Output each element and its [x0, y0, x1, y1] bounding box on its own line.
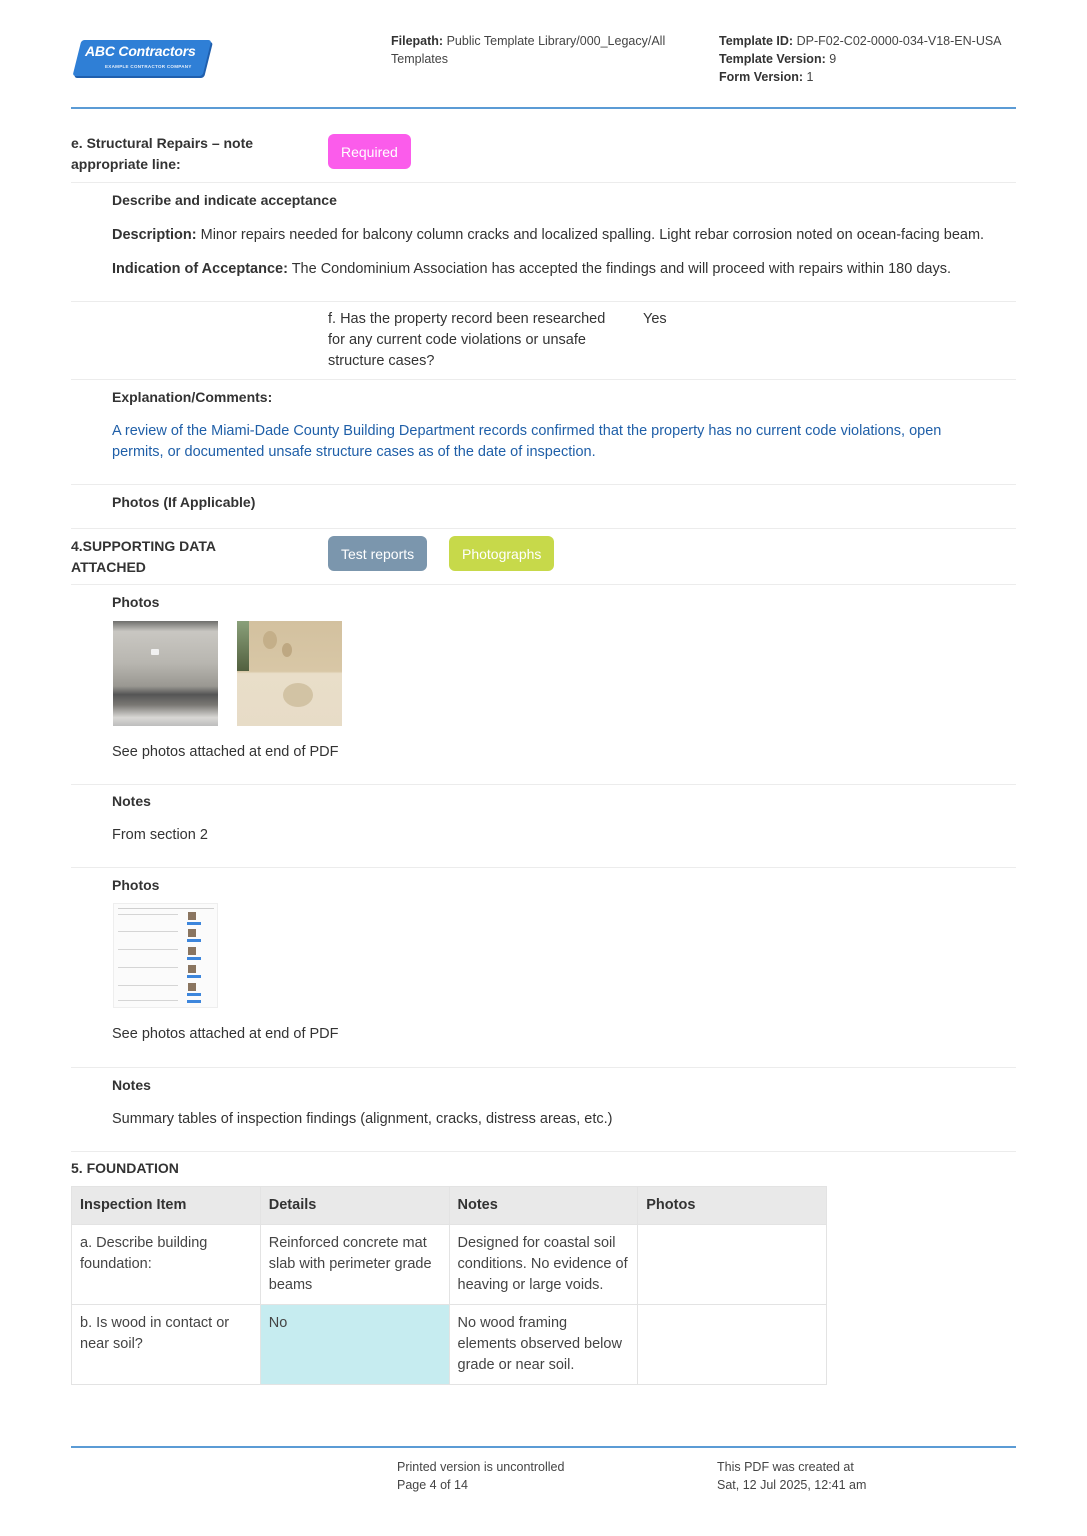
- column-header: Notes: [449, 1187, 638, 1225]
- notes-value: Summary tables of inspection findings (alignment, cracks, distress areas, etc.): [112, 1111, 613, 1127]
- divider: [71, 379, 1016, 380]
- description-field: [112, 225, 1012, 246]
- filepath-block: [391, 32, 681, 68]
- table-row: [72, 1225, 827, 1305]
- divider: [71, 1151, 1016, 1152]
- logo-tagline: EXAMPLE CONTRACTOR COMPANY: [105, 64, 192, 69]
- divider: [71, 584, 1016, 585]
- footer-divider: [71, 1446, 1016, 1448]
- table-header-row: [72, 1187, 827, 1225]
- footer-right: [717, 1458, 866, 1494]
- photos-label: Photos: [112, 877, 160, 893]
- company-logo: [71, 40, 209, 78]
- footer-left: [397, 1458, 564, 1494]
- divider: [71, 1067, 1016, 1068]
- balcony-beam-photo[interactable]: [113, 621, 218, 726]
- divider: [71, 182, 1016, 183]
- uncontrolled-note: Printed version is uncontrolled: [397, 1460, 565, 1474]
- foundation-heading: 5. FOUNDATION: [71, 1160, 179, 1176]
- describe-acceptance-heading: Describe and indicate acceptance: [112, 192, 337, 208]
- filepath-value: Public Template Library/000_Legacy/All Templates: [391, 34, 666, 66]
- template-id-label: Template ID:: [719, 34, 794, 48]
- details-cell: Reinforced concrete mat slab with perimeter grade beams: [260, 1225, 449, 1305]
- acceptance-label: Indication of Acceptance:: [112, 261, 288, 277]
- column-header: Inspection Item: [72, 1187, 261, 1225]
- inspection-item-cell: a. Describe building foundation:: [72, 1225, 261, 1305]
- photos-label: Photos: [112, 594, 160, 610]
- details-cell: No: [260, 1305, 449, 1385]
- summary-table-thumbnail[interactable]: [113, 903, 218, 1008]
- created-timestamp: Sat, 12 Jul 2025, 12:41 am: [717, 1478, 867, 1492]
- template-id-value: DP-F02-C02-0000-034-V18-EN-USA: [796, 34, 1002, 48]
- divider: [71, 867, 1016, 868]
- form-version-label: Form Version:: [719, 70, 804, 84]
- structural-repairs-question: e. Structural Repairs – note appropriate line:: [71, 135, 254, 172]
- acceptance-field: [112, 259, 1012, 280]
- created-label: This PDF was created at: [717, 1460, 854, 1474]
- supporting-data-heading: 4.SUPPORTING DATA ATTACHED: [71, 538, 216, 575]
- tag-photographs: Photographs: [449, 536, 554, 571]
- notes-label: Notes: [112, 793, 151, 809]
- notes-cell: Designed for coastal soil conditions. No evidence of heaving or large voids.: [449, 1225, 638, 1305]
- photos-cell: [638, 1305, 827, 1385]
- column-header: Details: [260, 1187, 449, 1225]
- notes-value: From section 2: [112, 827, 208, 843]
- photos-caption: See photos attached at end of PDF: [112, 1026, 339, 1042]
- template-version-label: Template Version:: [719, 52, 826, 66]
- photos-if-applicable-label: Photos (If Applicable): [112, 494, 256, 510]
- inspection-item-cell: b. Is wood in contact or near soil?: [72, 1305, 261, 1385]
- divider: [71, 301, 1016, 302]
- form-version-value: 1: [806, 70, 814, 84]
- table-row: [72, 1305, 827, 1385]
- divider: [71, 484, 1016, 485]
- notes-cell: No wood framing elements observed below grade or near soil.: [449, 1305, 638, 1385]
- tag-test-reports: Test reports: [328, 536, 427, 571]
- property-record-answer: Yes: [643, 311, 667, 327]
- explanation-label: Explanation/Comments:: [112, 389, 273, 405]
- description-value: Minor repairs needed for balcony column cracks and localized spalling. Light rebar corrosion noted on ocean-facing beam.: [200, 227, 985, 243]
- template-version-value: 9: [829, 52, 837, 66]
- divider: [71, 528, 1016, 529]
- notes-label: Notes: [112, 1077, 151, 1093]
- required-badge: Required: [328, 134, 411, 169]
- explanation-value: A review of the Miami-Dade County Building Department records confirmed that the property has no current code violations, open permits, or documented unsafe structure cases as of the date of inspection.: [112, 423, 942, 460]
- acceptance-value: The Condominium Association has accepted the findings and will proceed with repairs within 180 days.: [291, 261, 951, 277]
- header-divider: [71, 107, 1016, 109]
- template-info-block: [719, 32, 1019, 86]
- foundation-table: [71, 1186, 827, 1385]
- description-label: Description:: [112, 227, 197, 243]
- property-record-question: f. Has the property record been researched for any current code violations or unsafe structure cases?: [328, 311, 606, 369]
- divider: [71, 784, 1016, 785]
- logo-name: ABC Contractors: [85, 43, 196, 59]
- photos-cell: [638, 1225, 827, 1305]
- page-header: [71, 30, 1016, 108]
- photos-caption: See photos attached at end of PDF: [112, 744, 339, 760]
- column-header: Photos: [638, 1187, 827, 1225]
- filepath-label: Filepath:: [391, 34, 444, 48]
- page-number: Page 4 of 14: [397, 1478, 468, 1492]
- ceiling-stain-photo[interactable]: [237, 621, 342, 726]
